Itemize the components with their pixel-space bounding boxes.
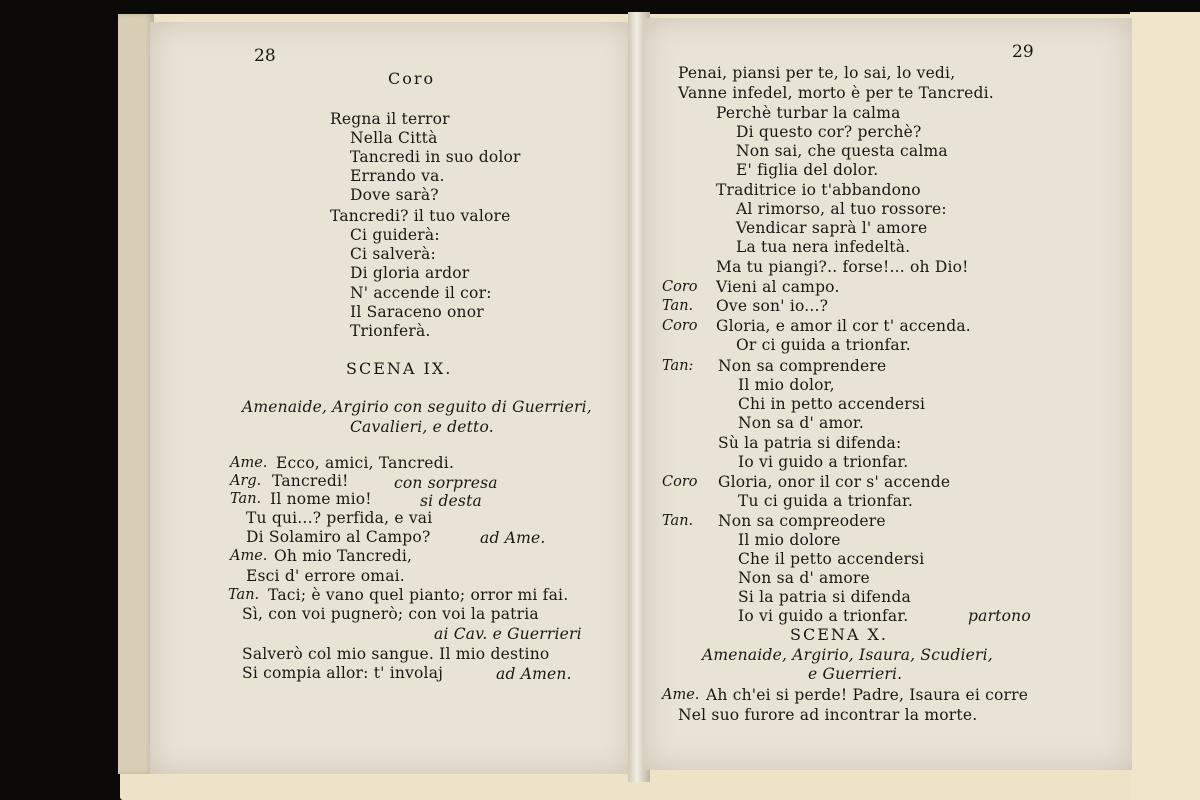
coro-line: Trionferà. [350, 322, 431, 340]
verse-line: Il mio dolor, [738, 376, 835, 394]
dialogue-line: Di Solamiro al Campo? [246, 528, 431, 546]
paper-backing-right [1130, 12, 1200, 800]
dialogue-line: Taci; è vano quel pianto; orror mi fai. [268, 586, 569, 604]
verse-line: Non sa d' amore [738, 569, 870, 587]
coro-line: Ci salverà: [350, 245, 436, 263]
verse-line: Al rimorso, al tuo rossore: [736, 200, 947, 218]
coro-line: Tancredi in suo dolor [350, 148, 521, 166]
speaker-label: Tan. [662, 513, 694, 529]
speaker-label: Coro [662, 474, 698, 490]
verse-line: Io vi guido a trionfar. [738, 607, 909, 625]
verse-line: Non sa compreodere [718, 512, 886, 530]
dialogue-line: Il nome mio! [270, 490, 372, 508]
speaker-label: Tan. [228, 587, 260, 603]
stage-direction: ai Cav. e Guerrieri [434, 625, 582, 643]
verse-line: Il mio dolore [738, 531, 841, 549]
coro-line: Il Saraceno onor [350, 303, 484, 321]
scene-heading: SCENA X. [790, 625, 888, 644]
verse-line: Io vi guido a trionfar. [738, 453, 909, 471]
dialogue-line: Si compia allor: t' involaj [242, 664, 444, 682]
verse-line: Gloria, e amor il cor t' accenda. [716, 317, 971, 335]
stage-direction: Cavalieri, e detto. [350, 418, 494, 436]
stage-direction: partono [968, 607, 1031, 625]
stage-direction: si desta [420, 492, 482, 510]
verse-line: Vanne infedel, morto è per te Tancredi. [678, 84, 994, 102]
stage-direction: ad Ame. [480, 529, 546, 547]
page-deckle-edge [118, 14, 154, 774]
speaker-label: Tan: [662, 358, 694, 374]
right-page [644, 18, 1132, 770]
verse-line: Vieni al campo. [716, 278, 840, 296]
page-number-left: 28 [254, 46, 276, 66]
speaker-label: Tan. [230, 491, 262, 507]
coro-line: Errando va. [350, 167, 445, 185]
verse-line: Chi in petto accendersi [738, 395, 926, 413]
verse-line: Nel suo furore ad incontrar la morte. [678, 706, 978, 724]
coro-line: Tancredi? il tuo valore [330, 207, 511, 225]
verse-line: Si la patria si difenda [738, 588, 911, 606]
verse-line: Perchè turbar la calma [716, 104, 901, 122]
speaker-label: Ame. [230, 455, 268, 471]
dialogue-line: Tancredi! [272, 472, 349, 490]
dialogue-line: Tu qui...? perfida, e vai [246, 509, 433, 527]
speaker-label: Arg. [230, 473, 262, 489]
coro-heading: Coro [388, 69, 436, 88]
verse-line: Non sai, che questa calma [736, 142, 948, 160]
coro-line: Dove sarà? [350, 186, 439, 204]
speaker-label: Ame. [230, 548, 268, 564]
verse-line: Vendicar saprà l' amore [736, 219, 928, 237]
stage-direction: Amenaide, Argirio con seguito di Guerrieri, [242, 398, 592, 416]
coro-line: Nella Città [350, 129, 438, 147]
left-page [150, 22, 634, 774]
stage-direction: Amenaide, Argirio, Isaura, Scudieri, [702, 646, 993, 664]
verse-line: Ma tu piangi?.. forse!... oh Dio! [716, 258, 969, 276]
dialogue-line: Oh mio Tancredi, [274, 547, 413, 565]
stage-direction: ad Amen. [496, 665, 572, 683]
verse-line: Traditrice io t'abbandono [716, 181, 921, 199]
coro-line: Regna il terror [330, 110, 450, 128]
coro-line: Di gloria ardor [350, 264, 470, 282]
page-number-right: 29 [1012, 42, 1034, 62]
verse-line: Di questo cor? perchè? [736, 123, 922, 141]
speaker-label: Ame. [662, 687, 700, 703]
verse-line: Ah ch'ei si perde! Padre, Isaura ei corre [706, 686, 1029, 704]
dialogue-line: Sì, con voi pugnerò; con voi la patria [242, 605, 539, 623]
verse-line: Gloria, onor il cor s' accende [718, 473, 951, 491]
verse-line: Penai, piansi per te, lo sai, lo vedi, [678, 64, 956, 82]
dialogue-line: Ecco, amici, Tancredi. [276, 454, 455, 472]
verse-line: E' figlia del dolor. [736, 161, 879, 179]
scene-heading: SCENA IX. [346, 359, 453, 378]
verse-line: Or ci guida a trionfar. [736, 336, 911, 354]
verse-line: Ove son' io...? [716, 297, 829, 315]
verse-line: Non sa d' amor. [738, 414, 864, 432]
stage-direction: con sorpresa [394, 474, 498, 492]
coro-line: Ci guiderà: [350, 226, 440, 244]
verse-line: Sù la patria si difenda: [718, 434, 902, 452]
verse-line: La tua nera infedeltà. [736, 238, 911, 256]
speaker-label: Tan. [662, 298, 694, 314]
speaker-label: Coro [662, 279, 698, 295]
stage-direction: e Guerrieri. [808, 665, 903, 683]
verse-line: Non sa comprendere [718, 357, 887, 375]
speaker-label: Coro [662, 318, 698, 334]
dialogue-line: Salverò col mio sangue. Il mio destino [242, 645, 550, 663]
dialogue-line: Esci d' errore omai. [246, 567, 405, 585]
verse-line: Che il petto accendersi [738, 550, 925, 568]
coro-line: N' accende il cor: [350, 284, 492, 302]
verse-line: Tu ci guida a trionfar. [738, 492, 914, 510]
